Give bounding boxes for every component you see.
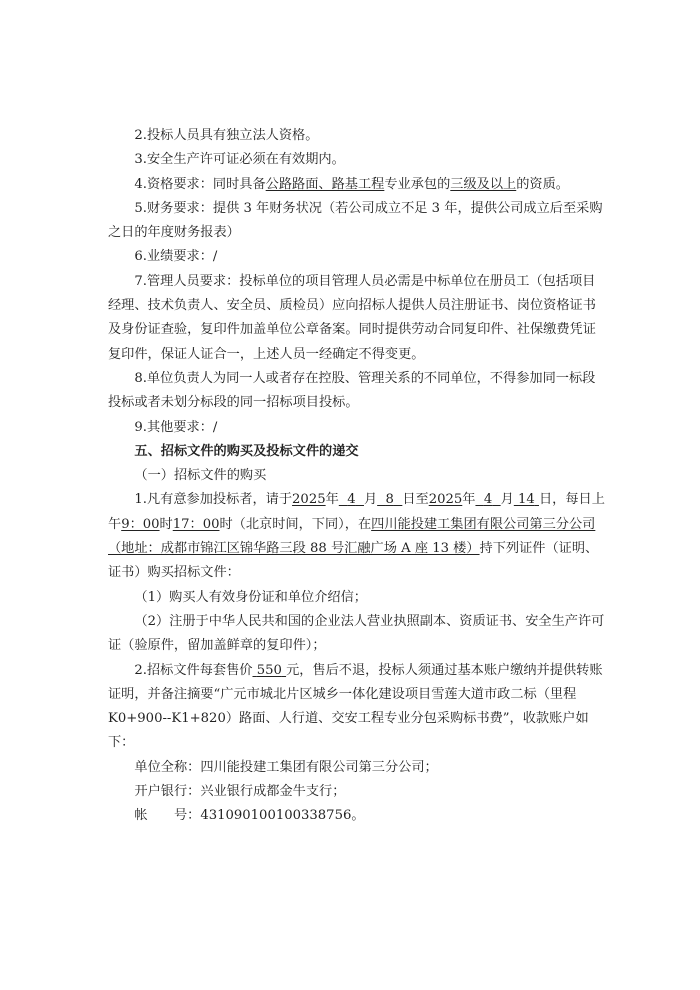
paragraph-text: 5.财务要求：提供 3 年财务状况（若公司成立不足 3 年，提供公司成立后至采购之日的年度财务报表） <box>108 200 603 241</box>
start-day <box>377 492 402 507</box>
section-heading <box>108 440 608 464</box>
paragraph-text: 3.安全生产许可证必须在有效期内。 <box>134 152 345 168</box>
list-item-text: （1）购买人有效身份证和单位介绍信； <box>134 589 367 605</box>
text-segment: 4.资格要求：同时具备 <box>134 176 266 192</box>
start-month-value: 4 <box>347 492 356 508</box>
underlined-qualification-type: 公路路面、路基工程 <box>265 176 385 192</box>
underlined-qualification-level: 三级及以上 <box>450 176 517 192</box>
paragraph-text: 7.管理人员要求：投标单位的项目管理人员必需是中标单位在册员工（包括项目经理、技术负责人、安全员、质检员）应向招标人提供人员注册证书、岗位资格证书及身份证查验，复印件加盖单位公章备案。同时提供劳动合同复印件、社保缴费凭证复印件，保证人证合一，上述人员一经确定不得变更。 <box>108 273 596 362</box>
account-unit-label: 单位全称： <box>134 759 201 775</box>
account-unit-value: 四川能投建工集团有限公司第三分公司； <box>200 759 438 775</box>
text-segment: 月 <box>363 492 378 508</box>
start-year: 2025 <box>292 492 326 508</box>
paragraph-financial <box>108 197 608 246</box>
subsection-heading <box>108 464 608 488</box>
end-month <box>475 492 500 507</box>
list-item <box>108 586 608 610</box>
end-day <box>514 492 539 507</box>
account-number-label: 帐 号： <box>134 808 201 824</box>
paragraph-legal-person <box>108 124 608 148</box>
text-segment: 日，每日上午 <box>108 492 605 532</box>
paragraph-text: 8.单位负责人为同一人或者存在控股、管理关系的不同单位，不得参加同一标段投标或者未划分标段的同一招标项目投标。 <box>108 370 596 411</box>
paragraph-text: 2.投标人员具有独立法人资格。 <box>134 128 319 143</box>
paragraph-price <box>108 659 608 756</box>
subsection-heading-text: （一）招标文件的购买 <box>134 468 267 484</box>
price-value <box>252 663 286 678</box>
price-number: 550 <box>256 662 282 678</box>
start-hour: 9：00 <box>121 516 160 532</box>
list-item <box>108 610 608 659</box>
list-item-text: （2）注册于中华人民共和国的企业法人营业执照副本、资质证书、安全生产许可证（验原件，留加盖鲜章的复印件）； <box>108 613 605 654</box>
text-segment: 月 <box>500 492 514 508</box>
end-year: 2025 <box>428 492 463 508</box>
account-unit-row <box>108 756 608 780</box>
text-segment: 年 <box>325 492 339 508</box>
end-month-value: 4 <box>483 492 493 508</box>
text-segment: 专业承包的 <box>384 176 451 192</box>
paragraph-unit-head <box>108 367 608 416</box>
paragraph-qualification <box>108 173 608 197</box>
text-segment: 时（北京时间，下同），在 <box>219 516 372 532</box>
end-hour: 17：00 <box>172 516 220 532</box>
start-day-value: 8 <box>385 492 394 508</box>
account-bank-value: 兴业银行成都金牛支行； <box>200 784 346 800</box>
account-bank-row <box>108 780 608 804</box>
end-day-value: 14 <box>518 492 535 508</box>
account-number-value: 431090100100338756。 <box>200 808 365 824</box>
document-body <box>108 124 608 829</box>
paragraph-text: 9.其他要求：/ <box>134 419 218 435</box>
paragraph-purchase-time <box>108 488 608 585</box>
account-bank-label: 开户银行： <box>134 784 201 800</box>
text-segment: 持下列证件（证明、证书）购买招标文件： <box>108 541 599 581</box>
text-segment: 2.招标文件每套售价 <box>134 662 253 678</box>
paragraph-management <box>108 270 608 367</box>
text-segment: 元，售后不退，投标人须通过基本账户缴纳并提供转账证明，并备注摘要“广元市城北片区城乡一体化建设项目雪莲大道市政二标（里程K0+900--K1+820）路面、人行道、交安工程专业分包采购标书费”，收款账户如下： <box>108 662 603 751</box>
start-month <box>339 492 364 507</box>
paragraph-safety-license <box>108 148 608 172</box>
paragraph-other <box>108 416 608 440</box>
paragraph-performance <box>108 245 608 269</box>
text-segment: 年 <box>462 492 476 508</box>
text-segment: 日至 <box>402 492 429 508</box>
text-segment: 的资质。 <box>516 176 569 192</box>
paragraph-text: 6.业绩要求：/ <box>134 249 218 265</box>
text-segment: 时 <box>159 516 173 532</box>
section-heading-text: 五、招标文件的购买及投标文件的递交 <box>134 443 359 459</box>
account-number-row <box>108 804 608 828</box>
purchase-location: 四川能投建工集团有限公司第三分公司（地址：成都市锦江区锦华路三段 88 号汇融广场 A 座 13 楼） <box>108 516 596 557</box>
text-segment: 1.凡有意参加投标者，请于 <box>134 492 293 508</box>
